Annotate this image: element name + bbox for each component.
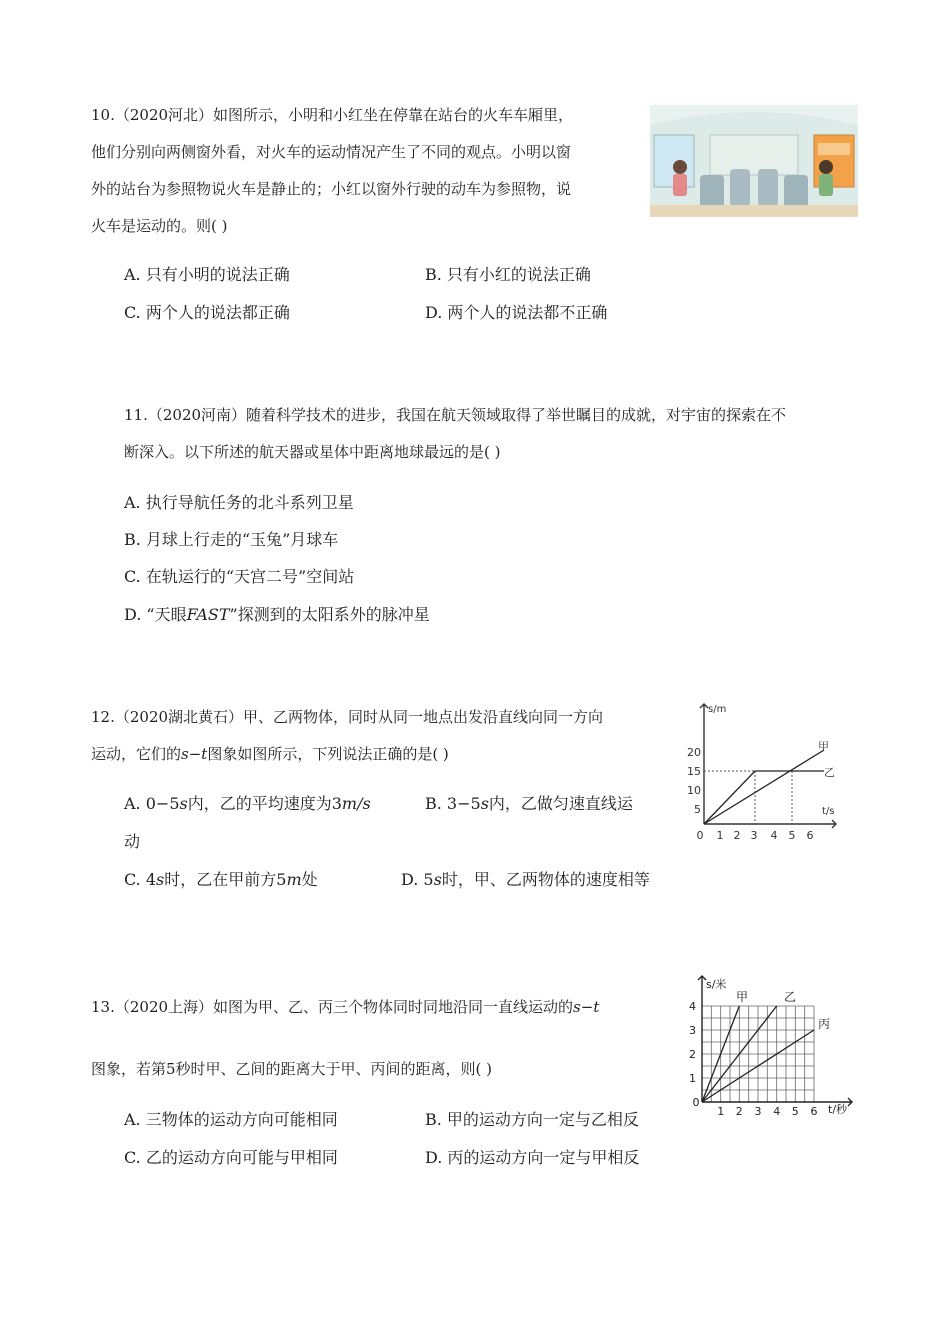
q10-option-d: D. 两个人的说法都不正确: [425, 303, 608, 322]
q13-ytick-3: 3: [689, 1024, 696, 1037]
q12-xtick-2: 2: [733, 829, 741, 842]
q13-st-graph: [684, 970, 864, 1118]
q12-option-a-s: s: [179, 794, 188, 813]
q12-option-c-post: 处: [301, 870, 318, 889]
q13-label-yi: 乙: [784, 990, 797, 1004]
q12-option-a-pre: A. 0−5: [124, 794, 180, 813]
q10-option-a: A. 只有小明的说法正确: [124, 265, 290, 284]
q12-option-b: [425, 793, 633, 815]
q12-option-c-mid: 时，乙在甲前方5: [164, 870, 287, 889]
q13-xlabel: t/秒: [828, 1103, 848, 1116]
q13-xtick-0: 0: [692, 1096, 700, 1109]
q13-xtick-2: 2: [735, 1105, 743, 1118]
q10-line-3: 外的站台为参照物说火车是静止的；小红以窗外行驶的动车为参照物，说: [91, 180, 572, 198]
train-carriage-illustration: [650, 105, 858, 217]
q13-label-jia: 甲: [736, 990, 749, 1004]
q13-xtick-6: 6: [810, 1105, 818, 1118]
q13-xtick-5: 5: [791, 1105, 799, 1118]
q12-line-yi: [704, 771, 824, 824]
q12-option-d-s: s: [433, 870, 442, 889]
q12-option-b-s: s: [480, 794, 489, 813]
q11-option-d-post: ”探测到的太阳系外的脉冲星: [229, 605, 430, 624]
q12-option-d-post: 时，甲、乙两物体的速度相等: [441, 870, 650, 889]
q10-line-1: 10.（2020河北）如图所示，小明和小红坐在停靠在站台的火车车厢里，: [91, 106, 574, 124]
q12-option-b-post: 内，乙做匀速直线运: [488, 794, 633, 813]
q12-option-a-unit: m/s: [341, 794, 371, 813]
q12-label-jia: 甲: [818, 740, 829, 753]
q12-ytick-15: 15: [687, 765, 701, 778]
q11-option-a: A. 执行导航任务的北斗系列卫星: [124, 493, 354, 512]
q13-line-1: [91, 996, 599, 1018]
q12-option-c-s: s: [156, 870, 165, 889]
q12-line-jia: [704, 750, 824, 824]
q12-option-a-mid: 内，乙的平均速度为3: [187, 794, 342, 813]
q12-xtick-5: 5: [788, 829, 796, 842]
q10-line-4: 火车是运动的。则( ): [91, 217, 228, 235]
q13-ytick-2: 2: [689, 1048, 696, 1061]
q12-line-2-pre: 运动，它们的: [91, 745, 182, 763]
q12-ylabel: s/m: [708, 704, 727, 715]
q13-line-2: 图象，若第5秒时甲、乙间的距离大于甲、丙间的距离，则( ): [91, 1060, 493, 1078]
q13-grid: [702, 1006, 814, 1102]
q12-line-1: 12.（2020湖北黄石）甲、乙两物体，同时从同一地点出发沿直线向同一方向: [91, 708, 604, 726]
q10-option-c: C. 两个人的说法都正确: [124, 303, 290, 322]
q13-ytick-4: 4: [689, 1000, 696, 1013]
q12-option-d-pre: D. 5: [401, 870, 434, 889]
q12-option-b-wrap: 动: [124, 832, 141, 851]
q12-option-c: [124, 869, 318, 891]
q13-xtick-3: 3: [754, 1105, 762, 1118]
q11-option-d-fast: FAST: [186, 605, 230, 624]
q12-xlabel: t/s: [822, 806, 835, 817]
q13-line-1-pre: 13.（2020上海）如图为甲、乙、丙三个物体同时同地沿同一直线运动的: [91, 998, 574, 1016]
q12-ytick-5: 5: [694, 803, 701, 816]
q11-option-d: [124, 604, 430, 626]
q13-line-1-math: s−t: [573, 998, 600, 1016]
q11-option-d-pre: D. “天眼: [124, 605, 187, 624]
q12-xtick-0: 0: [696, 829, 704, 842]
q13-ylabel: s/米: [706, 978, 727, 991]
q11-line-1: 11.（2020河南）随着科学技术的进步，我国在航天领域取得了举世瞩目的成就，对宇宙的探索在不: [124, 406, 787, 424]
q12-label-yi: 乙: [824, 766, 835, 779]
q13-option-d: D. 丙的运动方向一定与甲相反: [425, 1148, 640, 1167]
q12-line-2-math: s−t: [181, 745, 208, 763]
q10-option-b: B. 只有小红的说法正确: [425, 265, 591, 284]
q12-option-b-pre: B. 3−5: [425, 794, 481, 813]
q12-xtick-6: 6: [806, 829, 814, 842]
q10-line-2: 他们分别向两侧窗外看，对火车的运动情况产生了不同的观点。小明以窗: [91, 143, 572, 161]
q12-option-a: [124, 793, 371, 815]
q13-option-b: B. 甲的运动方向一定与乙相反: [425, 1110, 639, 1129]
q12-ytick-10: 10: [687, 784, 701, 797]
q12-xtick-4: 4: [770, 829, 778, 842]
q11-option-b: B. 月球上行走的“玉兔”月球车: [124, 530, 339, 549]
q11-option-c: C. 在轨运行的“天宫二号”空间站: [124, 567, 355, 586]
q12-xtick-1: 1: [716, 829, 724, 842]
q13-option-a: A. 三物体的运动方向可能相同: [124, 1110, 338, 1129]
q12-line-2: [91, 743, 449, 765]
q12-option-c-pre: C. 4: [124, 870, 157, 889]
q12-option-d: [401, 869, 650, 891]
q12-ytick-20: 20: [687, 746, 701, 759]
q12-xtick-3: 3: [750, 829, 758, 842]
q13-xtick-4: 4: [773, 1105, 781, 1118]
q12-line-2-post: 图象如图所示，下列说法正确的是( ): [207, 745, 449, 763]
q11-line-2: 断深入。以下所述的航天器或星体中距离地球最远的是( ): [124, 443, 501, 461]
q13-label-bing: 丙: [818, 1017, 831, 1031]
q13-ytick-1: 1: [689, 1072, 696, 1085]
q13-xtick-1: 1: [717, 1105, 725, 1118]
q12-st-graph: [687, 700, 840, 845]
q12-option-c-m: m: [286, 870, 302, 889]
q13-option-c: C. 乙的运动方向可能与甲相同: [124, 1148, 338, 1167]
